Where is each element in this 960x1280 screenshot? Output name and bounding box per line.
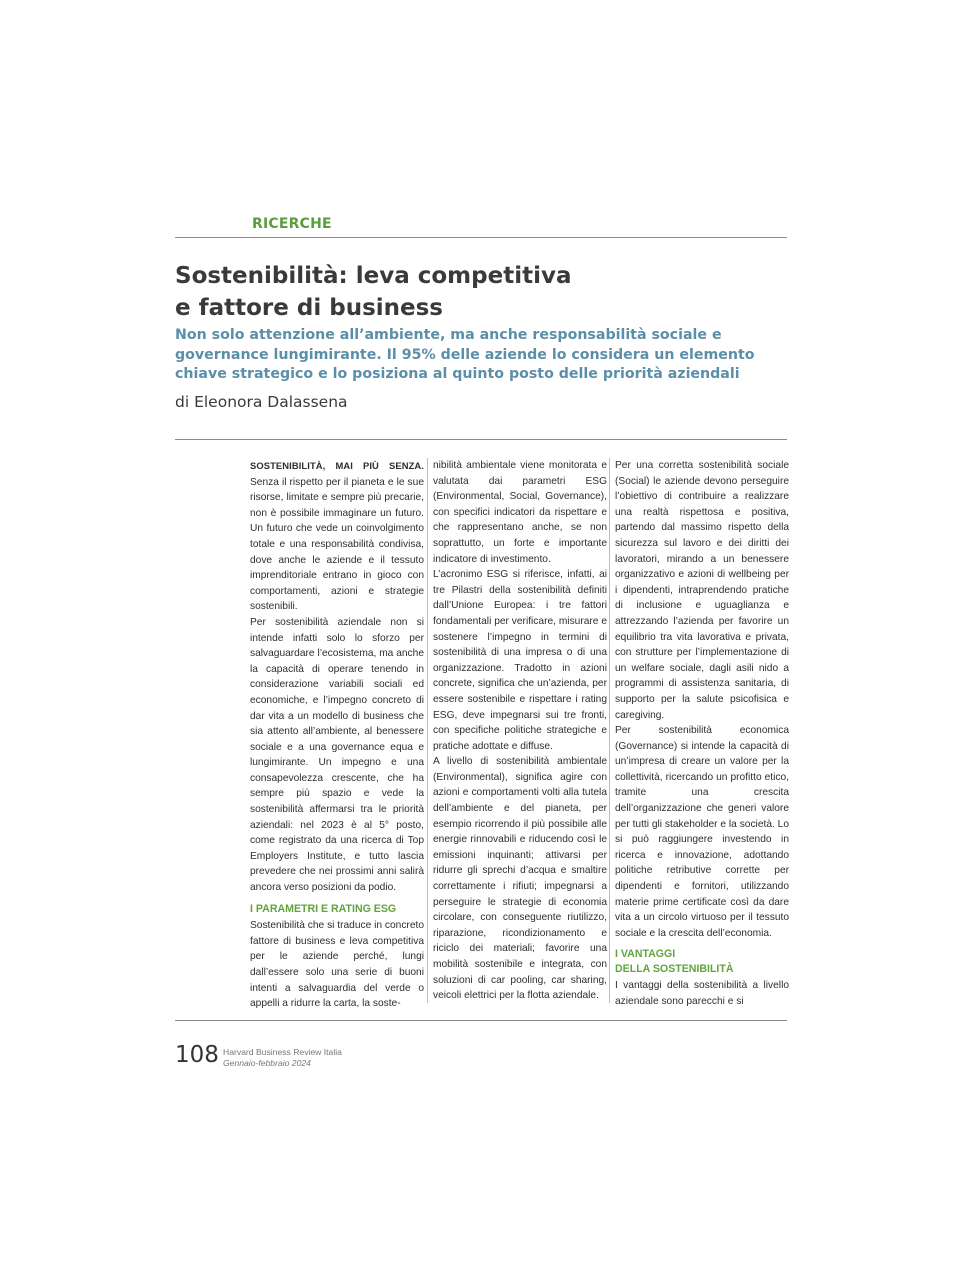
paragraph: nibilità ambientale viene monitorata e valutata dai parametri ESG (Environmental, Social, Governance), con specifici indicatori da rispettare e che rappresentano anche, se non soprattutto, un forte e importante indicatore di investimento. <box>433 460 607 565</box>
paragraph-text: Senza il rispetto per il pianeta e le sue risorse, limitate e sempre più precarie, non è possibile immaginare un futuro. Un futuro che vede un coinvolgimento totale e una responsabilità condivisa, dove anche le aziende e il tessuto imprenditoriale entrano in gioco con comportamenti, azioni e strategie sostenibili. <box>250 476 424 613</box>
section-label: RICERCHE <box>252 216 332 232</box>
issue-date: Gennaio-febbraio 2024 <box>223 1058 311 1068</box>
subheading-vantaggi <box>615 947 789 976</box>
page-number: 108 <box>175 1042 219 1068</box>
column-divider <box>427 458 428 1003</box>
article-title <box>175 260 775 324</box>
text-column-1 <box>250 458 424 1010</box>
header-rule <box>175 237 787 238</box>
paragraph: Per sostenibilità economica (Governance) si intende la capacità di un’impresa di creare un valore per la collettività, ricercando un profitto etico, tramite una crescita dell’organizzazione che generi valore per tutti gli stakeholder e la società. Lo si può raggiungere investendo in ricerca e innovazione, adottando politiche retributive corrette per dipendenti e fornitori, utilizzando materie prime certificate così da dare vita a un circolo virtuoso per il tessuto sociale e la crescita dell’economia. <box>615 725 789 939</box>
subheading-line-1: I VANTAGGI <box>615 948 676 961</box>
paragraph: A livello di sostenibilità ambientale (Environmental), significa agire con azioni e comportamenti volti alla tutela dell’ambiente e del pianeta, per esempio ricorrendo il più possibile alle energie rinnovabili e riducendo così le emissioni inquinanti; attivarsi per ridurre gli sprechi d’acqua e smaltire correttamente i rifiuti; impegnarsi a perseguire le strategie di economia circolare, con conseguente riutilizzo, riparazione, ricondizionamento e riciclo dei materiali; favorire una mobilità sostenibile e integrata, con soluzioni di car pooling, car sharing, veicoli elettrici per la flotta aziendale. <box>433 756 607 1002</box>
article-subtitle: Non solo attenzione all’ambiente, ma anche responsabilità sociale e governance lungimirante. Il 95% delle aziende lo considera un elemento chiave strategico e lo posiziona al quinto posto delle priorità aziendali <box>175 327 755 383</box>
byline: di Eleonora Dalassena <box>175 393 348 411</box>
title-line-2: e fattore di business <box>175 295 443 321</box>
paragraph: Sostenibilità che si traduce in concreto fattore di business e leva competitiva per le aziende perché, lungi dall’essere solo una serie di buoni intenti a salvaguardia del verde o appelli a ridurre la carta, la soste- <box>250 920 424 1010</box>
body-top-rule <box>175 439 787 440</box>
paragraph: I vantaggi della sostenibilità a livello aziendale sono parecchi e si <box>615 980 789 1007</box>
paragraph <box>250 458 424 615</box>
paragraph: Per una corretta sostenibilità sociale (Social) le aziende devono perseguire l’obiettivo di contribuire a realizzare una realtà rispettosa e positiva, partendo dal massimo rispetto della sicurezza sul lavoro e dei diritti dei lavoratori, mirando a un benessere organizzativo e azioni di wellbeing per i dipendenti, intraprendendo pratiche di inclusione e uguaglianza e attrezzando l’azienda per favorire un equilibrio tra vita lavorativa e privata, con strutture per l’implementazione di un welfare sociale, dagli asili nido a programmi di assistenza sanitaria, di supporto per la salute psicofisica e caregiving. <box>615 460 789 721</box>
publication-name: Harvard Business Review Italia <box>223 1047 342 1057</box>
title-line-1: Sostenibilità: leva competitiva <box>175 263 572 289</box>
paragraph: Per sostenibilità aziendale non si intende infatti solo lo sforzo per salvaguardare l’ecosistema, ma anche la capacità di operare tenendo in considerazione variabili sociali ed economiche, e l’impegno concreto di dar vita a un modello di business che sia attento all’ambiente, al benessere sociale e a una governance equa e lungimirante. Un impegno e una consapevolezza crescente, che ha sempre più spazio e vede la sostenibilità affermarsi tra le priorità aziendali: nel 2023 è al 5° posto, come registrato da una ricerca di Top Employers Institute, e tutto lascia prevedere che nei prossimi anni salirà ancora verso posizioni da podio. <box>250 616 424 894</box>
publication-info <box>223 1047 342 1069</box>
text-column-2 <box>433 458 607 1003</box>
subheading-esg: I PARAMETRI E RATING ESG <box>250 902 397 915</box>
subheading-line-2: DELLA SOSTENIBILITÀ <box>615 962 734 975</box>
lead-in: SOSTENIBILITÀ, MAI PIÙ SENZA. <box>250 460 424 471</box>
paragraph: L’acronimo ESG si riferisce, infatti, ai tre Pilastri della sostenibilità definiti dall’Unione Europea: i tre fattori fondamentali per verificare, misurare e sostenere l’impegno in termini di sostenibilità di una impresa o di una organizzazione. Tradotto in azioni concrete, significa che un’azienda, per essere sostenibile e rispettare i rating ESG, deve impegnarsi sui tre fronti, con specifiche politiche strategiche e pratiche adottate e diffuse. <box>433 569 607 752</box>
column-divider <box>609 458 610 1003</box>
text-column-3 <box>615 458 789 1007</box>
footer-rule <box>175 1020 787 1021</box>
